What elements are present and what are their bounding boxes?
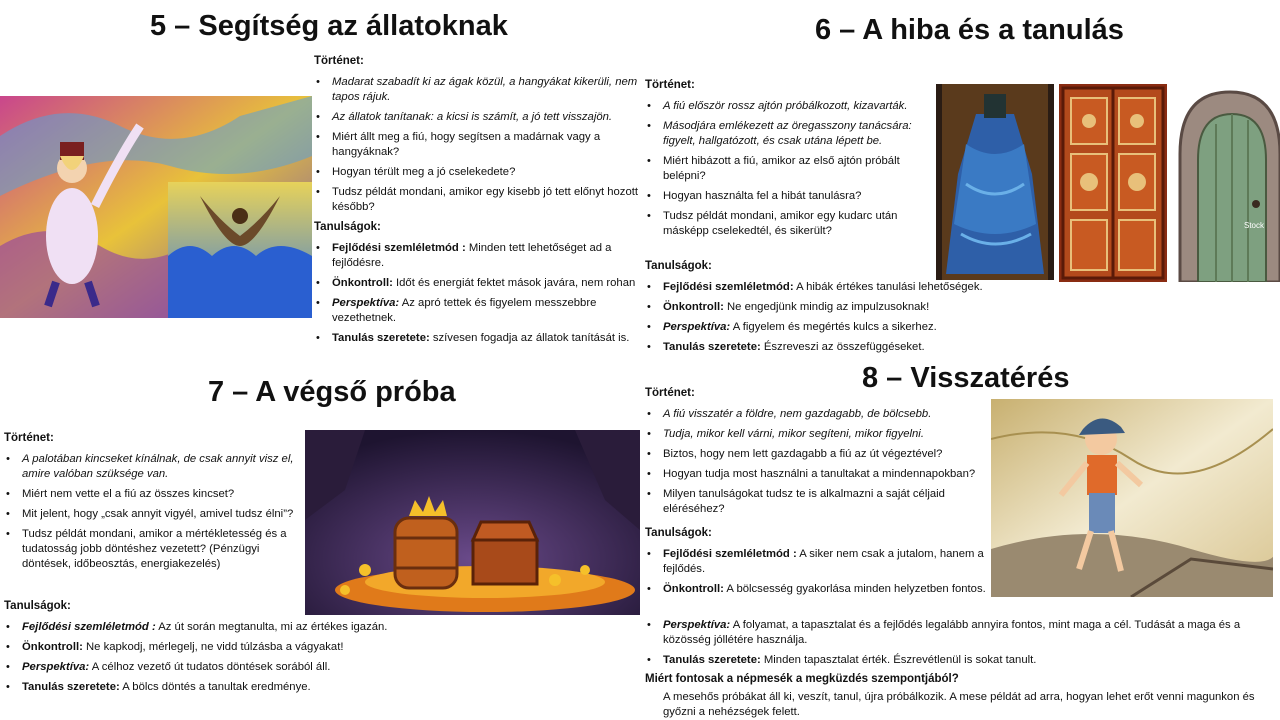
list-item: [645, 653, 1278, 668]
list-item: [4, 620, 424, 635]
section-7-title: 7 – A végső próba: [208, 376, 456, 408]
list-item: • Tudsz példát mondani, amikor a mértékletesség és a tudatosság jobb döntéshez vezetett? (Pénzügyi döntések, időbeosztás, energiakezelés): [4, 527, 304, 572]
section-8-lessons-list-cont: [645, 618, 1278, 668]
section-6-story-list: [645, 99, 937, 239]
section-8-lessons-a: [645, 526, 990, 602]
lesson-text: Minden tapasztalat érték. Észrevétlenül is sokat tanult.: [760, 654, 1037, 666]
lesson-label: Önkontroll:: [663, 301, 724, 313]
treasure-chest-image: [305, 430, 640, 615]
section-7-story-header: Történet:: [4, 432, 54, 444]
list-item: • Másodjára emlékezett az öregasszony tanácsára: figyelt, hallgatózott, és csak utána lépett be.: [645, 119, 937, 149]
lesson-label: Fejlődési szemléletmód:: [663, 281, 794, 293]
list-item: [314, 276, 644, 291]
list-item: • A fiú visszatér a földre, nem gazdagabb, de bölcsebb.: [645, 407, 990, 422]
list-item: [645, 300, 1045, 315]
boy-and-birds-image: [0, 96, 312, 318]
lesson-label: Tanulás szeretete:: [332, 332, 430, 344]
lesson-text: A folyamat, a tapasztalat és a fejlődés legalább annyira fontos, mint maga a cél. Tudását a maga és a közösség jóllétére használja.: [663, 619, 1241, 646]
list-item: • Hogyan térült meg a jó cselekedete?: [314, 165, 644, 180]
section-5-story-header: Történet:: [314, 55, 364, 67]
section-6-content: [645, 78, 937, 244]
lesson-text: Észreveszi az összefüggéseket.: [760, 341, 925, 353]
lesson-label: Perspektíva:: [332, 297, 400, 309]
section-6-story-header: Történet:: [645, 79, 695, 91]
lesson-label: Önkontroll:: [663, 583, 724, 595]
list-item: • Miért nem vette el a fiú az összes kincset?: [4, 487, 304, 502]
section-7-story: [4, 431, 304, 577]
lesson-text: A siker nem csak a jutalom, hanem a fejlődés.: [663, 548, 984, 575]
list-item: • Tudja, mikor kell várni, mikor segíteni, mikor figyelni.: [645, 427, 990, 442]
list-item: • Miért hibázott a fiú, amikor az első ajtón próbált belépni?: [645, 154, 937, 184]
lesson-text: szívesen fogadja az állatok tanítását is.: [429, 332, 630, 344]
list-item: • Milyen tanulságokat tudsz te is alkalmazni a saját céljaid eléréséhez?: [645, 487, 990, 517]
lesson-text: Minden tett lehetőséget ad a fejlődésre.: [332, 242, 612, 269]
boy-returning-image: [991, 399, 1273, 597]
lesson-label: Perspektíva:: [22, 661, 90, 673]
section-6-title: 6 – A hiba és a tanulás: [815, 14, 1124, 46]
section-6-lessons-header: Tanulságok:: [645, 260, 712, 272]
lesson-text: Az út során megtanulta, mi az értékes igazán.: [155, 621, 388, 633]
lesson-label: Fejlődési szemléletmód :: [663, 548, 797, 560]
section-8-story-list: [645, 407, 990, 517]
section-8-lessons-b: [645, 618, 1278, 720]
lesson-text: A figyelem és megértés kulcs a sikerhez.: [730, 321, 937, 333]
final-question-header: Miért fontosak a népmesék a megküzdés szempontjából?: [645, 673, 959, 685]
lesson-text: A célhoz vezető út tudatos döntések sorából áll.: [89, 661, 331, 673]
list-item: [645, 582, 990, 597]
cloaked-figure-image: [936, 84, 1054, 280]
section-6-lessons-list: [645, 280, 1045, 355]
lesson-text: Időt és energiát fektet mások javára, nem rohan: [392, 277, 636, 289]
stock-watermark: Stock: [1244, 221, 1265, 230]
stone-arch-door-image: [1170, 84, 1280, 282]
list-item: [314, 331, 644, 346]
list-item: • Az állatok tanítanak: a kicsi is számít, a jó tett visszajön.: [314, 110, 644, 125]
section-8-story-header: Történet:: [645, 387, 695, 399]
lesson-label: Önkontroll:: [22, 641, 83, 653]
lesson-text: A bölcs döntés a tanultak eredménye.: [119, 681, 311, 693]
section-5-lessons-list: [314, 241, 644, 346]
section-5-title: 5 – Segítség az állatoknak: [150, 10, 508, 42]
list-item: • A fiú először rossz ajtón próbálkozott, kizavarták.: [645, 99, 937, 114]
section-8-lessons-list: [645, 547, 990, 597]
list-item: [314, 296, 644, 326]
section-7-story-list: [4, 452, 304, 572]
list-item: [4, 680, 424, 695]
lesson-label: Perspektíva:: [663, 321, 731, 333]
section-7-lessons-header: Tanulságok:: [4, 600, 71, 612]
list-item: • Mit jelent, hogy „csak annyit vigyél, amivel tudsz élni”?: [4, 507, 304, 522]
lesson-text: Ne engedjünk mindig az impulzusoknak!: [723, 301, 930, 313]
lesson-label: Tanulás szeretete:: [663, 341, 761, 353]
list-item: • A palotában kincseket kínálnak, de csak annyit visz el, amire valóban szüksége van.: [4, 452, 304, 482]
lesson-label: Önkontroll:: [332, 277, 393, 289]
list-item: [4, 660, 424, 675]
lesson-label: Tanulás szeretete:: [22, 681, 120, 693]
section-8-lessons-header: Tanulságok:: [645, 527, 712, 539]
list-item: [645, 618, 1278, 648]
section-5-lessons-header: Tanulságok:: [314, 221, 381, 233]
lesson-label: Fejlődési szemléletmód :: [22, 621, 156, 633]
section-7-lessons-list: [4, 620, 424, 695]
ornate-door-image: [1059, 84, 1167, 282]
section-5-story-list: [314, 75, 644, 215]
list-item: • Biztos, hogy nem lett gazdagabb a fiú az út végeztével?: [645, 447, 990, 462]
section-8-title: 8 – Visszatérés: [862, 362, 1070, 394]
list-item: [645, 340, 1045, 355]
final-answer-text: A mesehős próbákat áll ki, veszít, tanul, újra próbálkozik. A mese példát ad arra, hogyan lehet erőt venni magunkon és győzni a nehézségek felett.: [663, 691, 1255, 718]
lesson-label: Tanulás szeretete:: [663, 654, 761, 666]
list-item: [645, 280, 1045, 295]
section-5-content: [314, 54, 644, 351]
lesson-label: Fejlődési szemléletmód :: [332, 242, 466, 254]
list-item: • Tudsz példát mondani, amikor egy kisebb jó tett előnyt hozott később?: [314, 185, 644, 215]
list-item: • Madarat szabadít ki az ágak közül, a hangyákat kikerüli, nem tapos rájuk.: [314, 75, 644, 105]
lesson-text: Az apró tettek és figyelem messzebbre vezethetnek.: [332, 297, 597, 324]
lesson-text: A bölcsesség gyakorlása minden helyzetben fontos.: [723, 583, 986, 595]
list-item: [4, 640, 424, 655]
list-item: [645, 320, 1045, 335]
list-item: [314, 241, 644, 271]
lesson-label: Perspektíva:: [663, 619, 731, 631]
lesson-text: Ne kapkodj, mérlegelj, ne vidd túlzásba a vágyakat!: [82, 641, 344, 653]
list-item: • Miért állt meg a fiú, hogy segítsen a madárnak vagy a hangyáknak?: [314, 130, 644, 160]
section-7-lessons: [4, 599, 424, 700]
list-item: • Hogyan tudja most használni a tanultakat a mindennapokban?: [645, 467, 990, 482]
list-item: • Hogyan használta fel a hibát tanulásra?: [645, 189, 937, 204]
list-item: • Tudsz példát mondani, amikor egy kudarc után másképp cselekedtél, és sikerült?: [645, 209, 937, 239]
list-item: [645, 547, 990, 577]
lesson-text: A hibák értékes tanulási lehetőségek.: [793, 281, 983, 293]
section-8-story: [645, 386, 990, 522]
